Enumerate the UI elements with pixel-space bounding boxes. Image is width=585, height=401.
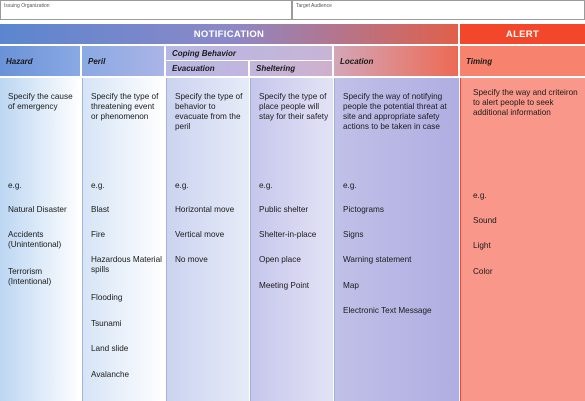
list-item: Tsunami xyxy=(91,319,122,328)
header-evacuation-label: Evacuation xyxy=(172,64,215,73)
list-item: No move xyxy=(175,255,208,264)
location-description: Specify the way of notifying people the potential threat at site and appropriate safety actions to be taken in case xyxy=(343,92,447,131)
header-sheltering xyxy=(250,61,332,76)
list-item: Map xyxy=(343,281,359,290)
peril-description: Specify the type of threatening event or phenomenon xyxy=(91,92,159,121)
list-item: Sound xyxy=(473,216,497,225)
alert-band xyxy=(460,24,585,44)
header-coping-behavior xyxy=(166,46,332,60)
list-item: Blast xyxy=(91,205,110,214)
header-evacuation xyxy=(166,61,248,76)
list-item: Meeting Point xyxy=(259,281,310,290)
notification-title: NOTIFICATION xyxy=(193,28,265,40)
header-hazard-label: Hazard xyxy=(6,56,33,66)
header-location xyxy=(334,46,458,76)
list-item: Electronic Text Message xyxy=(343,306,432,315)
column-timing xyxy=(460,78,585,401)
list-item: Accidents (Unintentional) xyxy=(8,230,62,249)
column-evacuation xyxy=(166,78,249,401)
list-item: Fire xyxy=(91,230,106,239)
hazard-description: Specify the cause of emergency xyxy=(8,92,73,111)
column-peril xyxy=(82,78,165,401)
header-timing-label: Timing xyxy=(466,56,493,66)
sheltering-description: Specify the type of place people will stay for their safety xyxy=(259,92,329,121)
issuing-organization-field xyxy=(0,0,292,20)
list-item: Signs xyxy=(343,230,364,239)
list-item: Land slide xyxy=(91,344,129,353)
column-sheltering xyxy=(250,78,333,401)
hazard-eg-label: e.g. xyxy=(8,181,22,190)
target-audience-label: Target Audience xyxy=(296,3,332,9)
target-audience-field xyxy=(292,0,585,20)
list-item: Terrorism (Intentional) xyxy=(8,267,52,286)
coping-behavior-label: Coping Behavior xyxy=(172,48,237,58)
list-item: Horizontal move xyxy=(175,205,235,214)
peril-eg-label: e.g. xyxy=(91,181,105,190)
list-item: Color xyxy=(473,267,493,276)
timing-description: Specify the way and criteiron to alert people to seek additional information xyxy=(473,88,578,117)
sheltering-eg-label: e.g. xyxy=(259,181,273,190)
list-item: Hazardous Material spills xyxy=(91,255,162,274)
issuing-organization-label: Issuing Organization xyxy=(4,3,50,9)
header-location-label: Location xyxy=(340,56,374,66)
location-eg-label: e.g. xyxy=(343,181,357,190)
header-timing xyxy=(460,46,585,76)
alert-title: ALERT xyxy=(505,28,540,40)
list-item: Open place xyxy=(259,255,301,264)
header-peril-label: Peril xyxy=(88,56,106,66)
list-item: Shelter-in-place xyxy=(259,230,317,239)
header-hazard xyxy=(0,46,80,76)
list-item: Pictograms xyxy=(343,205,384,214)
header-peril xyxy=(82,46,164,76)
list-item: Light xyxy=(473,241,491,250)
list-item: Warning statement xyxy=(343,255,412,264)
list-item: Natural Disaster xyxy=(8,205,67,214)
list-item: Public shelter xyxy=(259,205,309,214)
timing-eg-label: e.g. xyxy=(473,191,487,200)
column-location xyxy=(334,78,459,401)
notification-band xyxy=(0,24,458,44)
column-hazard xyxy=(0,78,81,401)
evacuation-description: Specify the type of behavior to evacuate from the peril xyxy=(175,92,243,131)
evacuation-eg-label: e.g. xyxy=(175,181,189,190)
list-item: Avalanche xyxy=(91,370,130,379)
header-sheltering-label: Sheltering xyxy=(256,64,296,73)
list-item: Flooding xyxy=(91,293,123,302)
list-item: Vertical move xyxy=(175,230,225,239)
